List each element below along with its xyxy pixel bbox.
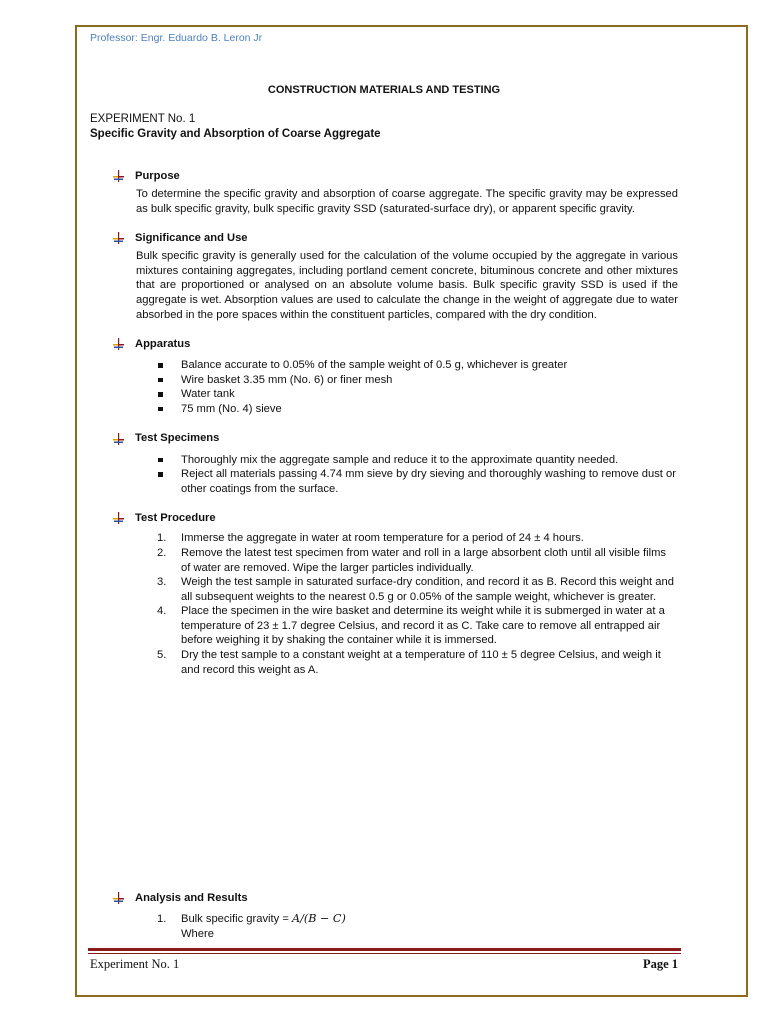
- section-apparatus: [112, 336, 678, 416]
- list-item: 75 mm (No. 4) sieve: [157, 402, 678, 417]
- section-bullet-icon: [112, 170, 125, 182]
- experiment-title: Specific Gravity and Absorption of Coarse Aggregate: [90, 128, 381, 140]
- section-significance: [112, 230, 678, 322]
- list-item: Wire basket 3.35 mm (No. 6) or finer mesh: [157, 373, 678, 388]
- list-item: Balance accurate to 0.05% of the sample weight of 0.5 g, whichever is greater: [157, 358, 678, 373]
- section-bullet-icon: [112, 512, 125, 524]
- formula-line: 1. Bulk specific gravity = A/(B − C): [157, 912, 346, 925]
- section-procedure: [112, 510, 678, 677]
- section-bullet-icon: [112, 338, 125, 350]
- footer-rule: [88, 948, 681, 951]
- section-purpose: [112, 168, 678, 216]
- footer-page-number: Page 1: [642, 957, 678, 971]
- specimens-heading: Test Specimens: [135, 432, 220, 445]
- section-bullet-icon: [112, 232, 125, 244]
- professor-line: Professor: Engr. Eduardo B. Leron Jr: [90, 32, 263, 44]
- section-specimens: [112, 431, 678, 497]
- list-item: 1. Immerse the aggregate in water at room temperature for a period of 24 ± 4 hours.: [157, 532, 584, 545]
- procedure-list: [157, 531, 678, 677]
- procedure-heading: Test Procedure: [135, 512, 216, 525]
- section-bullet-icon: [112, 892, 125, 904]
- where-label: Where: [181, 927, 214, 940]
- list-item: 4. Place the specimen in the wire basket and determine its weight while it is submerged in water at a temperature of 23 ± 1.7 degree Celsius, and record it as C. Take care to remove all entrapped air before weighing it by shaking the container while it is immersed.: [157, 605, 665, 647]
- bulk-sg-formula: A/(B − C): [292, 912, 346, 925]
- list-item: Reject all materials passing 4.74 mm sieve by dry sieving and thoroughly washing to remove dust or other coatings from the surface.: [157, 467, 678, 496]
- significance-text: Bulk specific gravity is generally used for the calculation of the volume occupied by the aggregate in various mixtures containing aggregates, including portland cement concrete, bituminous concrete and other mixtures that are proportioned or analysed on an absolute volume basis. Bulk specific gravity SSD is used if the aggregate is wet. Absorption values are used to calculate the change in the weight of aggregate due to water absorbed in the pore spaces within the constituent particles, compared with the dry condition.: [136, 250, 678, 321]
- footer-experiment: Experiment No. 1: [90, 957, 180, 971]
- experiment-number: EXPERIMENT No. 1: [90, 113, 196, 125]
- list-item: 2. Remove the latest test specimen from water and roll in a large absorbent cloth until all visible films of water are removed. Wipe the larger particles individually.: [157, 546, 667, 574]
- document-body: [112, 168, 678, 940]
- purpose-text: To determine the specific gravity and absorption of coarse aggregate. The specific gravity may be expressed as bulk specific gravity, bulk specific gravity SSD (saturated-surface dry), or apparent specific gravity.: [136, 188, 678, 215]
- list-item: 3. Weigh the test sample in saturated surface-dry condition, and record it as B. Record this weight and all subsequent weights to the nearest 0.5 g or 0.05% of the sample weight, whichever is greater.: [157, 576, 674, 603]
- list-item: 5. Dry the test sample to a constant weight at a temperature of 110 ± 5 degree Celsius, and weigh it and record this weight as A.: [157, 649, 661, 676]
- footer-rule-thin: [88, 953, 681, 954]
- section-analysis: [112, 890, 678, 941]
- purpose-heading: Purpose: [135, 169, 180, 182]
- document-title: CONSTRUCTION MATERIALS AND TESTING: [267, 84, 501, 96]
- apparatus-heading: Apparatus: [135, 337, 191, 350]
- apparatus-list: [157, 358, 678, 416]
- analysis-heading: Analysis and Results: [135, 891, 248, 904]
- significance-heading: Significance and Use: [135, 231, 248, 244]
- specimens-list: [157, 453, 678, 497]
- list-item: Water tank: [157, 387, 678, 402]
- section-bullet-icon: [112, 433, 125, 445]
- list-item: Thoroughly mix the aggregate sample and reduce it to the approximate quantity needed.: [157, 453, 678, 468]
